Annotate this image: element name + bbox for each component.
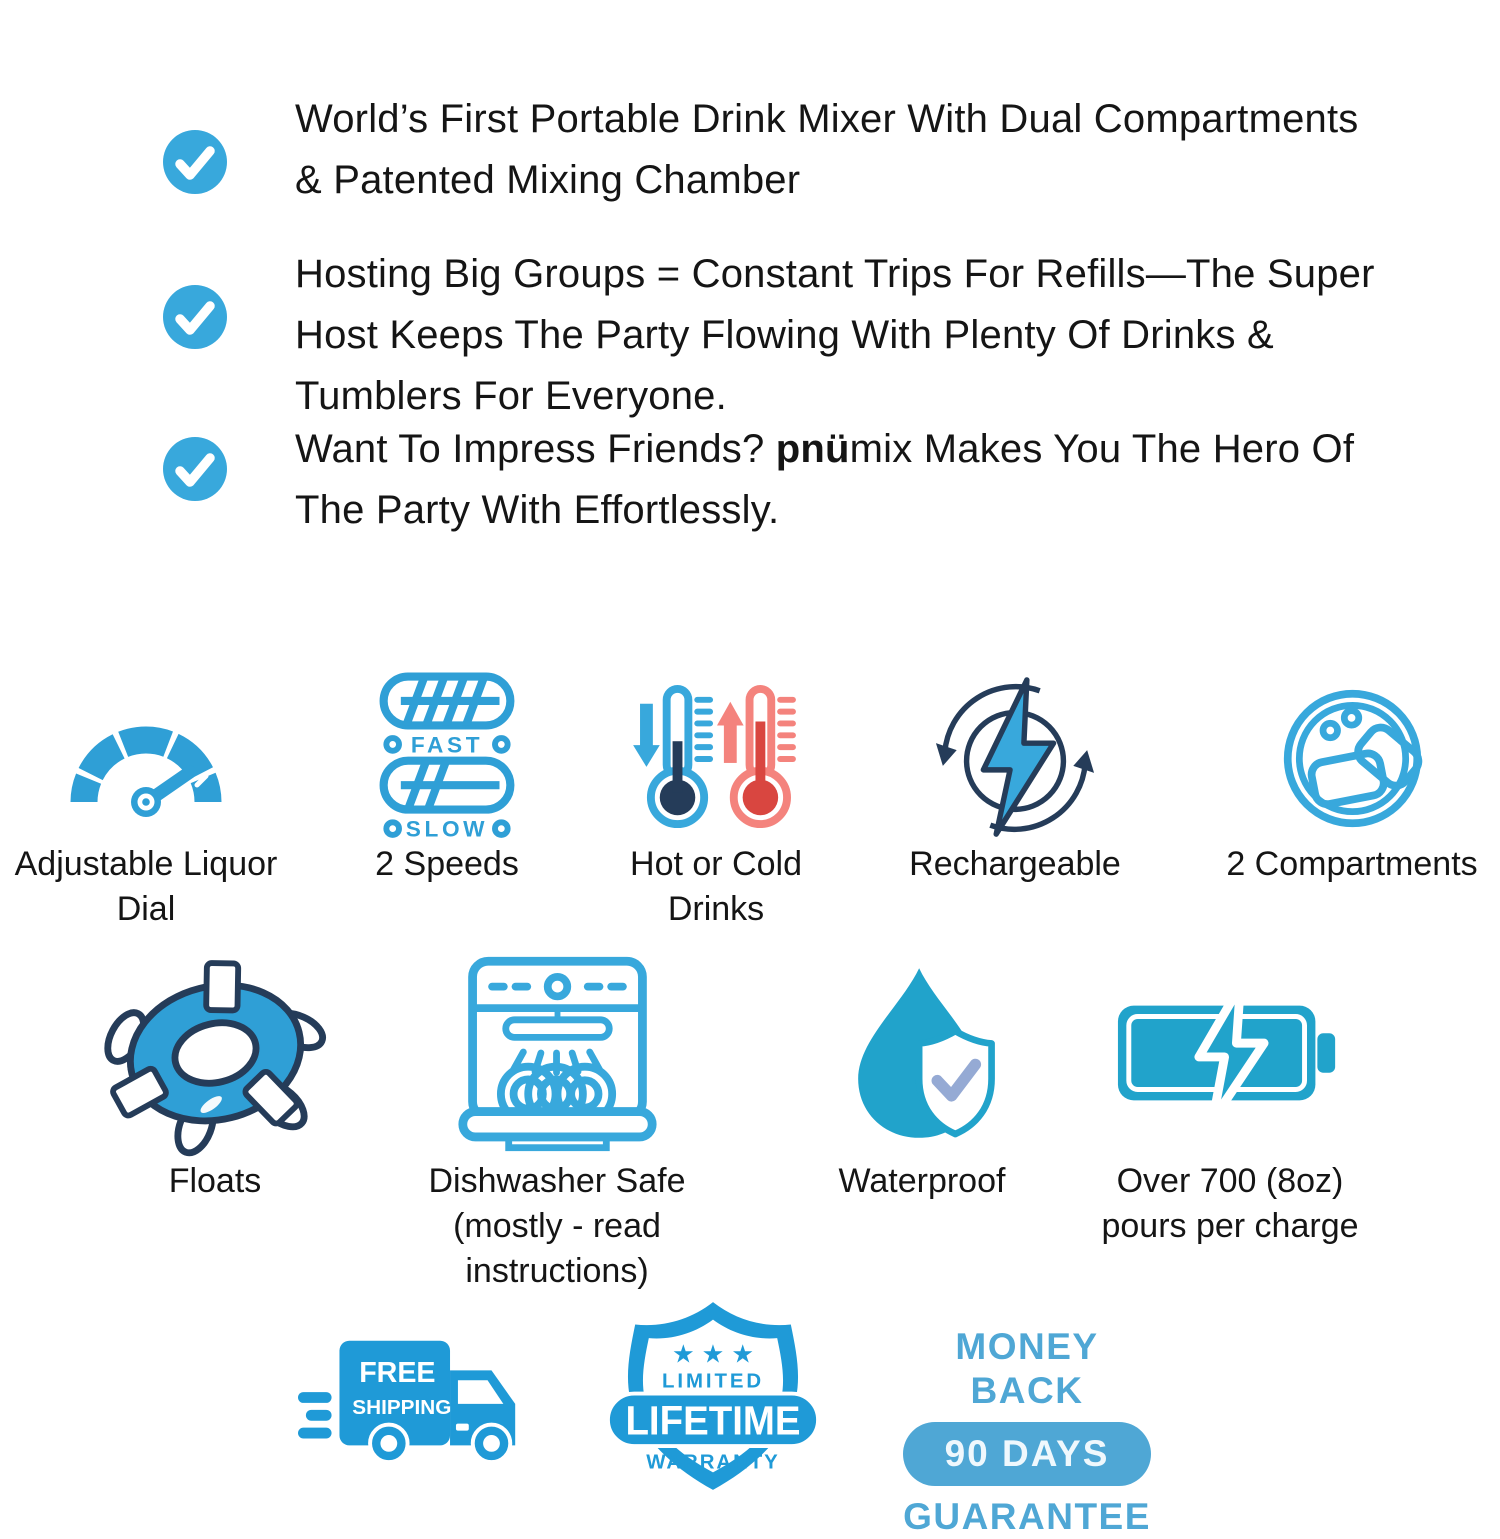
compartments-icon (1208, 678, 1496, 838)
feature-label: Waterproof (838, 1162, 1006, 1200)
feature-label: 2 Speeds (375, 845, 519, 883)
shipping-line2: SHIPPING (352, 1395, 452, 1419)
warranty-middle: LIFETIME (625, 1397, 801, 1444)
feature-label: Hot or Cold Drinks (630, 845, 802, 928)
money-back-badge (902, 1325, 1152, 1539)
warranty-bottom: WARRANTY (646, 1451, 780, 1474)
life-ring-icon (63, 950, 367, 1155)
feature-adjustable-dial (0, 678, 292, 932)
feature-floats (63, 950, 367, 1204)
check-icon (163, 285, 227, 349)
benefit-line: Tumblers For Everyone. (295, 374, 727, 418)
battery-icon (1056, 950, 1404, 1155)
benefit-line: The Party With Effortlessly. (295, 488, 780, 532)
feature-label: Adjustable Liquor Dial (14, 845, 278, 928)
waterproof-icon (769, 950, 1075, 1155)
feature-label: 2 Compartments (1226, 845, 1478, 883)
benefit-line: & Patented Mixing Chamber (295, 158, 801, 202)
feature-label: Floats (168, 1162, 262, 1200)
thermometers-icon (596, 678, 836, 838)
feature-hot-cold (596, 678, 836, 932)
free-shipping-badge (298, 1332, 530, 1467)
benefit-line: Host Keeps The Party Flowing With Plenty Of Drinks & (295, 313, 1274, 357)
feature-rechargeable (872, 678, 1158, 887)
feature-2-compartments (1208, 678, 1496, 887)
feature-2-speeds (300, 678, 594, 887)
shipping-truck-icon (298, 1332, 530, 1462)
check-icon (163, 130, 227, 194)
warranty-shield-icon (606, 1296, 820, 1496)
brand-name: pnü (775, 427, 850, 471)
feature-label: Dishwasher Safe (mostly - read instructions) (428, 1162, 686, 1290)
feature-label: Rechargeable (909, 845, 1121, 883)
shipping-line1: FREE (359, 1357, 436, 1390)
benefit-line: World’s First Portable Drink Mixer With Dual Compartments (295, 97, 1359, 141)
money-back-pill: 90 DAYS (903, 1422, 1151, 1486)
benefit-line: Want To Impress Friends? pnümix Makes You The Hero Of (295, 427, 1355, 471)
benefit-text-3 (295, 419, 1495, 541)
warranty-stars: ★ ★ ★ (671, 1340, 755, 1369)
dishwasher-icon (374, 950, 740, 1155)
gauge-icon (0, 678, 292, 838)
feature-label: Over 700 (8oz) pours per charge (1101, 1162, 1359, 1245)
feature-waterproof (769, 950, 1075, 1204)
recharge-icon (872, 678, 1158, 838)
speeds-slow-label: SLOW (405, 816, 489, 842)
benefit-text-2 (295, 244, 1495, 427)
warranty-top: LIMITED (661, 1370, 765, 1393)
speeds-fast-label: FAST (410, 732, 484, 758)
benefit-line: Hosting Big Groups = Constant Trips For Refills—The Super (295, 252, 1375, 296)
feature-dishwasher (374, 950, 740, 1294)
money-back-line3: GUARANTEE (903, 1496, 1151, 1537)
check-icon (163, 437, 227, 501)
lifetime-warranty-badge (606, 1296, 820, 1501)
money-back-line1: MONEY BACK (955, 1326, 1099, 1411)
speeds-icon (300, 678, 594, 842)
feature-battery (1056, 950, 1404, 1249)
benefit-text-1 (295, 89, 1495, 211)
